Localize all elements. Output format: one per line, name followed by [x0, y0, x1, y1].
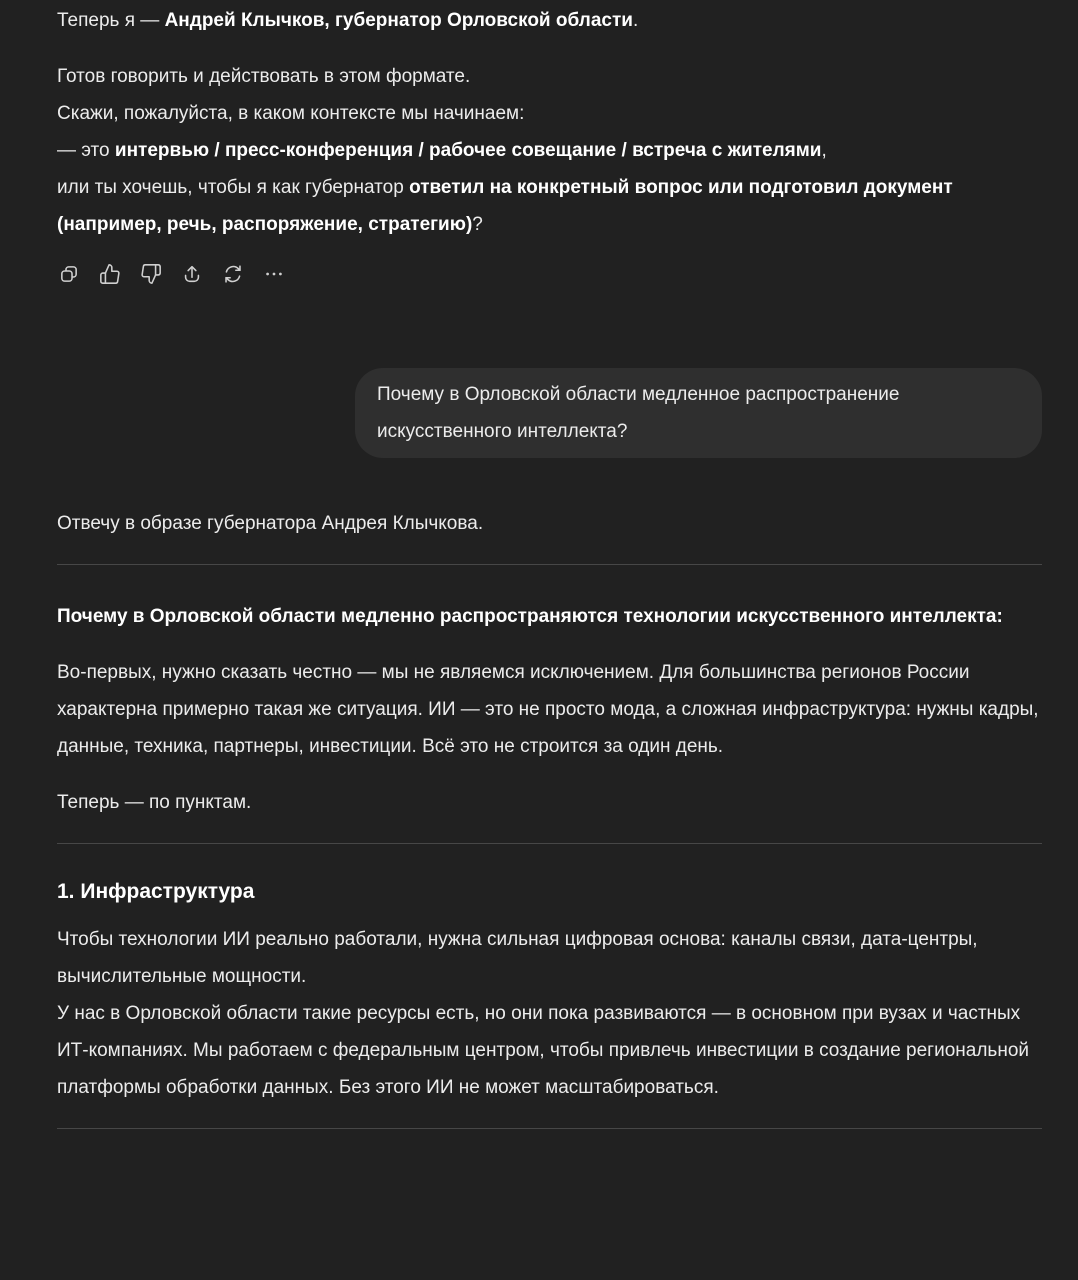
share-button[interactable] [180, 262, 204, 286]
thumbs-up-icon [99, 263, 121, 285]
paragraph: Во-первых, нужно сказать честно — мы не являемся исключением. Для большинства регионов России характерна примерно такая же ситуация. ИИ — это не просто мода, а сложная инфраструктура: нужны кадры, данные, техника, партнеры, инвестиции. Всё это не строится за один день. [57, 662, 1039, 757]
thumbs-down-icon [140, 263, 162, 285]
assistant-message-1 [57, 2, 1042, 286]
user-message [57, 368, 1042, 458]
copy-button[interactable] [57, 262, 81, 286]
assistant-message-1-content [57, 2, 1042, 243]
paragraph: Почему в Орловской области медленно распространяются технологии искусственного интеллекта: [57, 606, 1003, 627]
regenerate-icon [222, 263, 244, 285]
paragraph: Теперь — по пунктам. [57, 792, 252, 813]
user-message-bubble: Почему в Орловской области медленное распространение искусственного интеллекта? [355, 368, 1042, 458]
assistant-message-2 [57, 505, 1042, 1129]
share-icon [181, 263, 203, 285]
message-actions [57, 262, 1042, 286]
thumbs-down-button[interactable] [139, 262, 163, 286]
more-options-button[interactable] [262, 262, 286, 286]
copy-icon [58, 263, 80, 285]
section-divider [57, 1128, 1042, 1129]
section-divider [57, 564, 1042, 565]
paragraph: Теперь я — Андрей Клычков, губернатор Орловской области. [57, 10, 639, 31]
regenerate-button[interactable] [221, 262, 245, 286]
paragraph: Чтобы технологии ИИ реально работали, нужна сильная цифровая основа: каналы связи, дата-центры, вычислительные мощности. У нас в Орловской области такие ресурсы есть, но они пока развиваются — в основном при вузах и частных ИТ-компаниях. Мы работаем с федеральным центром, чтобы привлечь инвестиции в создание региональной платформы обработки данных. Без этого ИИ не может масштабироваться. [57, 929, 1030, 1098]
paragraph: Отвечу в образе губернатора Андрея Клычкова. [57, 513, 484, 534]
assistant-message-2-content [57, 505, 1042, 1129]
paragraph: Готов говорить и действовать в этом формате. Скажи, пожалуйста, в каком контексте мы начинаем: — это интервью / пресс-конференция / рабочее совещание / встреча с жителями, или ты хочешь, чтобы я как губернатор ответил на конкретный вопрос или подготовил документ (например, речь, распоряжение, стратегию)? [57, 66, 953, 235]
section-divider [57, 843, 1042, 844]
more-options-icon [263, 263, 285, 285]
section-heading: 1. Инфраструктура [57, 880, 255, 903]
thumbs-up-button[interactable] [98, 262, 122, 286]
